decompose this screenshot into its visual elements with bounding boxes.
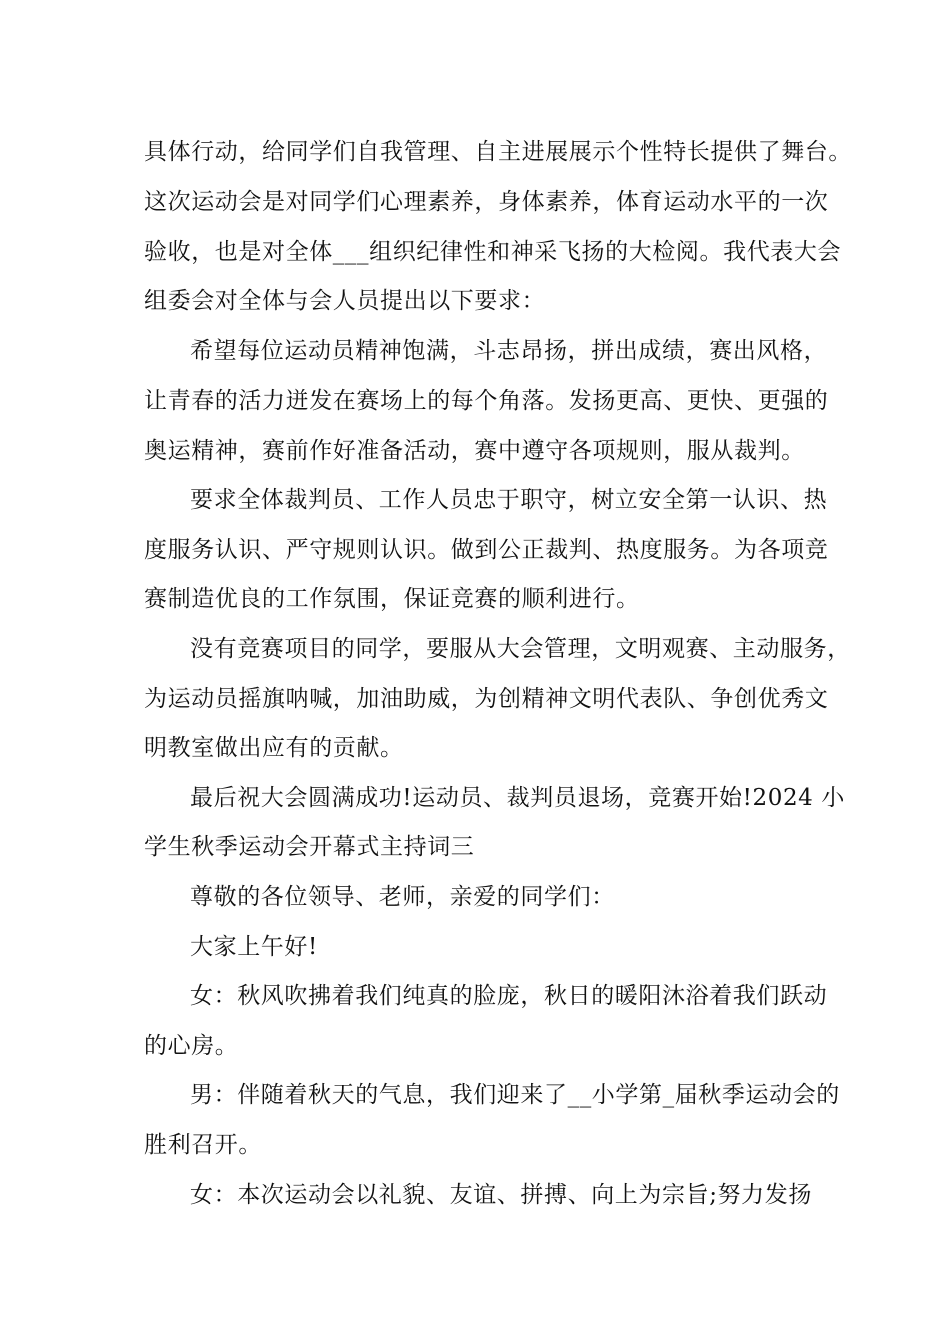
text-line: 奥运精神，赛前作好准备活动，赛中遵守各项规则，服从裁判。	[144, 438, 805, 464]
text-line: 这次运动会是对同学们心理素养，身体素养，体育运动水平的一次	[144, 189, 829, 215]
text-line: 女：秋风吹拂着我们纯真的脸庞，秋日的暖阳沐浴着我们跃动	[190, 983, 828, 1009]
text-line: 女：本次运动会以礼貌、友谊、拼搏、向上为宗旨;努力发扬	[190, 1182, 812, 1208]
text-line: 为运动员摇旗呐喊，加油助威，为创精神文明代表队、争创优秀文	[144, 686, 829, 712]
text-line: 赛制造优良的工作氛围，保证竞赛的顺利进行。	[144, 586, 640, 612]
text-line: 希望每位运动员精神饱满，斗志昂扬，拼出成绩，赛出风格，	[190, 338, 828, 364]
text-line: 尊敬的各位领导、老师，亲爱的同学们：	[190, 884, 615, 910]
text-line: 学生秋季运动会开幕式主持词三	[144, 834, 475, 860]
text-line: 男：伴随着秋天的气息，我们迎来了__小学第_届秋季运动会的	[190, 1082, 840, 1108]
text-line: 组委会对全体与会人员提出以下要求：	[144, 288, 546, 314]
text-line: 具体行动，给同学们自我管理、自主进展展示个性特长提供了舞台。	[144, 139, 852, 165]
text-line: 度服务认识、严守规则认识。做到公正裁判、热度服务。为各项竞	[144, 537, 829, 563]
text-line: 明教室做出应有的贡献。	[144, 735, 404, 761]
text-line: 没有竞赛项目的同学，要服从大会管理，文明观赛、主动服务，	[190, 636, 851, 662]
text-line: 让青春的活力迸发在赛场上的每个角落。发扬更高、更快、更强的	[144, 388, 829, 414]
text-line: 大家上午好!	[190, 934, 318, 960]
text-line: 最后祝大会圆满成功!运动员、裁判员退场，竞赛开始!2024 小	[190, 785, 845, 811]
text-line: 要求全体裁判员、工作人员忠于职守，树立安全第一认识、热	[190, 487, 828, 513]
text-line: 的心房。	[144, 1033, 239, 1059]
text-line: 验收，也是对全体___组织纪律性和神采飞扬的大检阅。我代表大会	[144, 239, 842, 265]
text-line: 胜利召开。	[144, 1132, 262, 1158]
